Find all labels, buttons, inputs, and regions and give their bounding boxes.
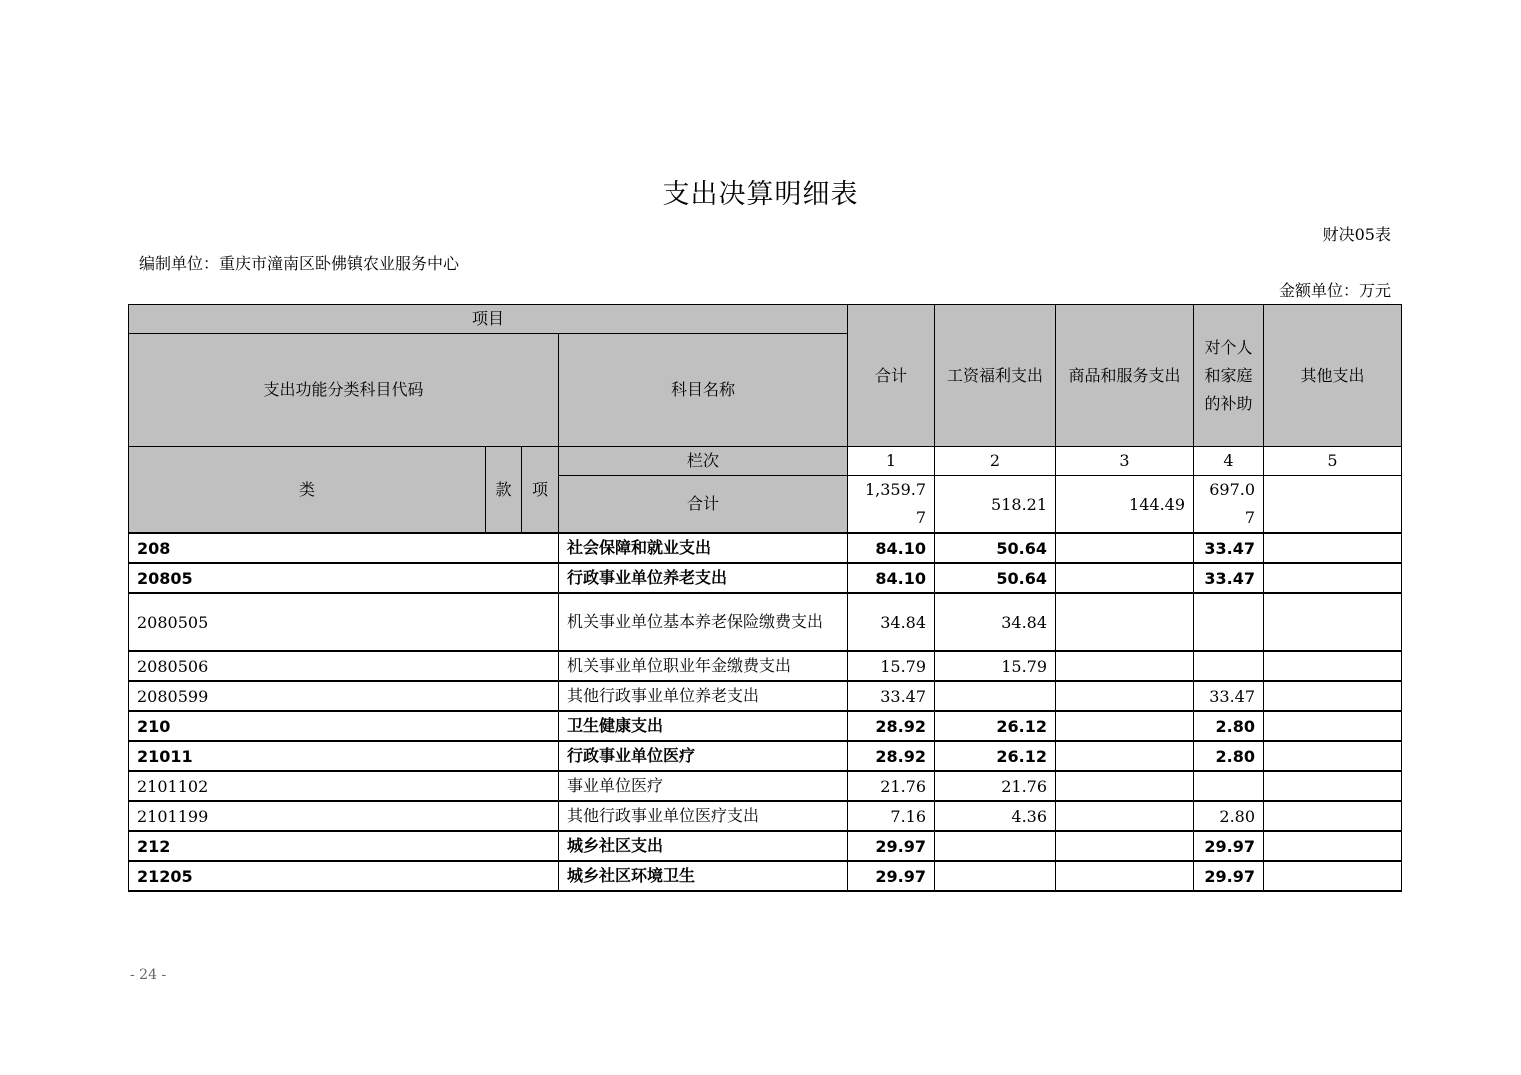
row-wages: 21.76: [935, 771, 1056, 801]
row-code: 210: [129, 711, 559, 741]
row-wages: 26.12: [935, 711, 1056, 741]
expenditure-detail-table: [128, 304, 1402, 892]
row-total: 33.47: [848, 681, 935, 711]
row-total: 29.97: [848, 831, 935, 861]
row-code: 21011: [129, 741, 559, 771]
column-number-1: 1: [848, 447, 935, 476]
row-goods: [1056, 533, 1194, 563]
header-function-code: 支出功能分类科目代码: [129, 334, 559, 447]
total-row-other: [1264, 476, 1402, 534]
row-subject-name: 其他行政事业单位医疗支出: [559, 801, 848, 831]
row-wages: 4.36: [935, 801, 1056, 831]
table-row: [129, 771, 1402, 801]
row-goods: [1056, 651, 1194, 681]
total-row-label: 合计: [559, 476, 848, 534]
row-total: 7.16: [848, 801, 935, 831]
row-subject-name: 机关事业单位基本养老保险缴费支出: [559, 593, 848, 651]
row-other: [1264, 711, 1402, 741]
amount-unit: 金额单位：万元: [1278, 281, 1391, 300]
header-kuan: 款: [486, 447, 522, 534]
row-subsidy: 33.47: [1194, 533, 1264, 563]
row-code: 208: [129, 533, 559, 563]
table-row: [129, 651, 1402, 681]
row-other: [1264, 741, 1402, 771]
row-wages: [935, 681, 1056, 711]
table-row: [129, 861, 1402, 891]
row-total: 29.97: [848, 861, 935, 891]
row-subsidy: [1194, 651, 1264, 681]
row-subsidy: 33.47: [1194, 563, 1264, 593]
row-subject-name: 卫生健康支出: [559, 711, 848, 741]
row-subject-name: 事业单位医疗: [559, 771, 848, 801]
table-row: [129, 741, 1402, 771]
row-subsidy: 2.80: [1194, 801, 1264, 831]
row-code: 21205: [129, 861, 559, 891]
row-other: [1264, 681, 1402, 711]
row-goods: [1056, 563, 1194, 593]
row-goods: [1056, 593, 1194, 651]
total-row-wages: 518.21: [935, 476, 1056, 534]
header-goods: 商品和服务支出: [1056, 305, 1194, 447]
total-row-subsidy: 697.07: [1194, 476, 1264, 534]
header-subsidy: 对个人和家庭的补助: [1194, 305, 1264, 447]
row-other: [1264, 861, 1402, 891]
header-lei: 类: [129, 447, 486, 534]
row-code: 212: [129, 831, 559, 861]
row-goods: [1056, 831, 1194, 861]
table-row: [129, 593, 1402, 651]
row-other: [1264, 771, 1402, 801]
row-goods: [1056, 681, 1194, 711]
table-row: [129, 801, 1402, 831]
row-code: 2101102: [129, 771, 559, 801]
row-total: 15.79: [848, 651, 935, 681]
row-subsidy: 29.97: [1194, 831, 1264, 861]
total-row-goods: 144.49: [1056, 476, 1194, 534]
row-subsidy: 29.97: [1194, 861, 1264, 891]
total-row-total: 1,359.77: [848, 476, 935, 534]
column-number-2: 2: [935, 447, 1056, 476]
row-other: [1264, 651, 1402, 681]
row-goods: [1056, 711, 1194, 741]
header-other: 其他支出: [1264, 305, 1402, 447]
form-number: 财决05表: [1322, 225, 1391, 244]
table-row: [129, 563, 1402, 593]
row-total: 84.10: [848, 533, 935, 563]
row-total: 84.10: [848, 563, 935, 593]
header-subject-name: 科目名称: [559, 334, 848, 447]
row-other: [1264, 563, 1402, 593]
column-number-4: 4: [1194, 447, 1264, 476]
row-code: 2101199: [129, 801, 559, 831]
row-subject-name: 行政事业单位养老支出: [559, 563, 848, 593]
header-item: 项目: [129, 305, 848, 334]
page-title: 支出决算明细表: [662, 179, 859, 210]
row-subsidy: 2.80: [1194, 741, 1264, 771]
row-total: 28.92: [848, 711, 935, 741]
row-total: 34.84: [848, 593, 935, 651]
row-other: [1264, 533, 1402, 563]
row-code: 2080506: [129, 651, 559, 681]
row-goods: [1056, 771, 1194, 801]
table-row: [129, 681, 1402, 711]
row-wages: 15.79: [935, 651, 1056, 681]
row-wages: 50.64: [935, 533, 1056, 563]
header-wages: 工资福利支出: [935, 305, 1056, 447]
row-subsidy: [1194, 771, 1264, 801]
row-goods: [1056, 861, 1194, 891]
table-row: [129, 711, 1402, 741]
row-code: 2080505: [129, 593, 559, 651]
row-other: [1264, 593, 1402, 651]
table-row: [129, 533, 1402, 563]
row-goods: [1056, 741, 1194, 771]
row-wages: 50.64: [935, 563, 1056, 593]
row-total: 28.92: [848, 741, 935, 771]
row-subject-name: 城乡社区支出: [559, 831, 848, 861]
row-other: [1264, 801, 1402, 831]
row-code: 20805: [129, 563, 559, 593]
row-subsidy: 2.80: [1194, 711, 1264, 741]
column-number-5: 5: [1264, 447, 1402, 476]
column-number-3: 3: [1056, 447, 1194, 476]
page-number: - 24 -: [130, 967, 167, 983]
row-total: 21.76: [848, 771, 935, 801]
row-subject-name: 机关事业单位职业年金缴费支出: [559, 651, 848, 681]
row-subject-name: 行政事业单位医疗: [559, 741, 848, 771]
row-other: [1264, 831, 1402, 861]
row-subsidy: 33.47: [1194, 681, 1264, 711]
row-wages: [935, 831, 1056, 861]
header-column-index: 栏次: [559, 447, 848, 476]
header-total: 合计: [848, 305, 935, 447]
reporting-unit: 编制单位：重庆市潼南区卧佛镇农业服务中心: [139, 254, 460, 273]
row-goods: [1056, 801, 1194, 831]
row-wages: 34.84: [935, 593, 1056, 651]
row-subsidy: [1194, 593, 1264, 651]
row-code: 2080599: [129, 681, 559, 711]
row-wages: 26.12: [935, 741, 1056, 771]
row-wages: [935, 861, 1056, 891]
row-subject-name: 城乡社区环境卫生: [559, 861, 848, 891]
row-subject-name: 社会保障和就业支出: [559, 533, 848, 563]
table-row: [129, 831, 1402, 861]
row-subject-name: 其他行政事业单位养老支出: [559, 681, 848, 711]
header-xiang: 项: [522, 447, 559, 534]
